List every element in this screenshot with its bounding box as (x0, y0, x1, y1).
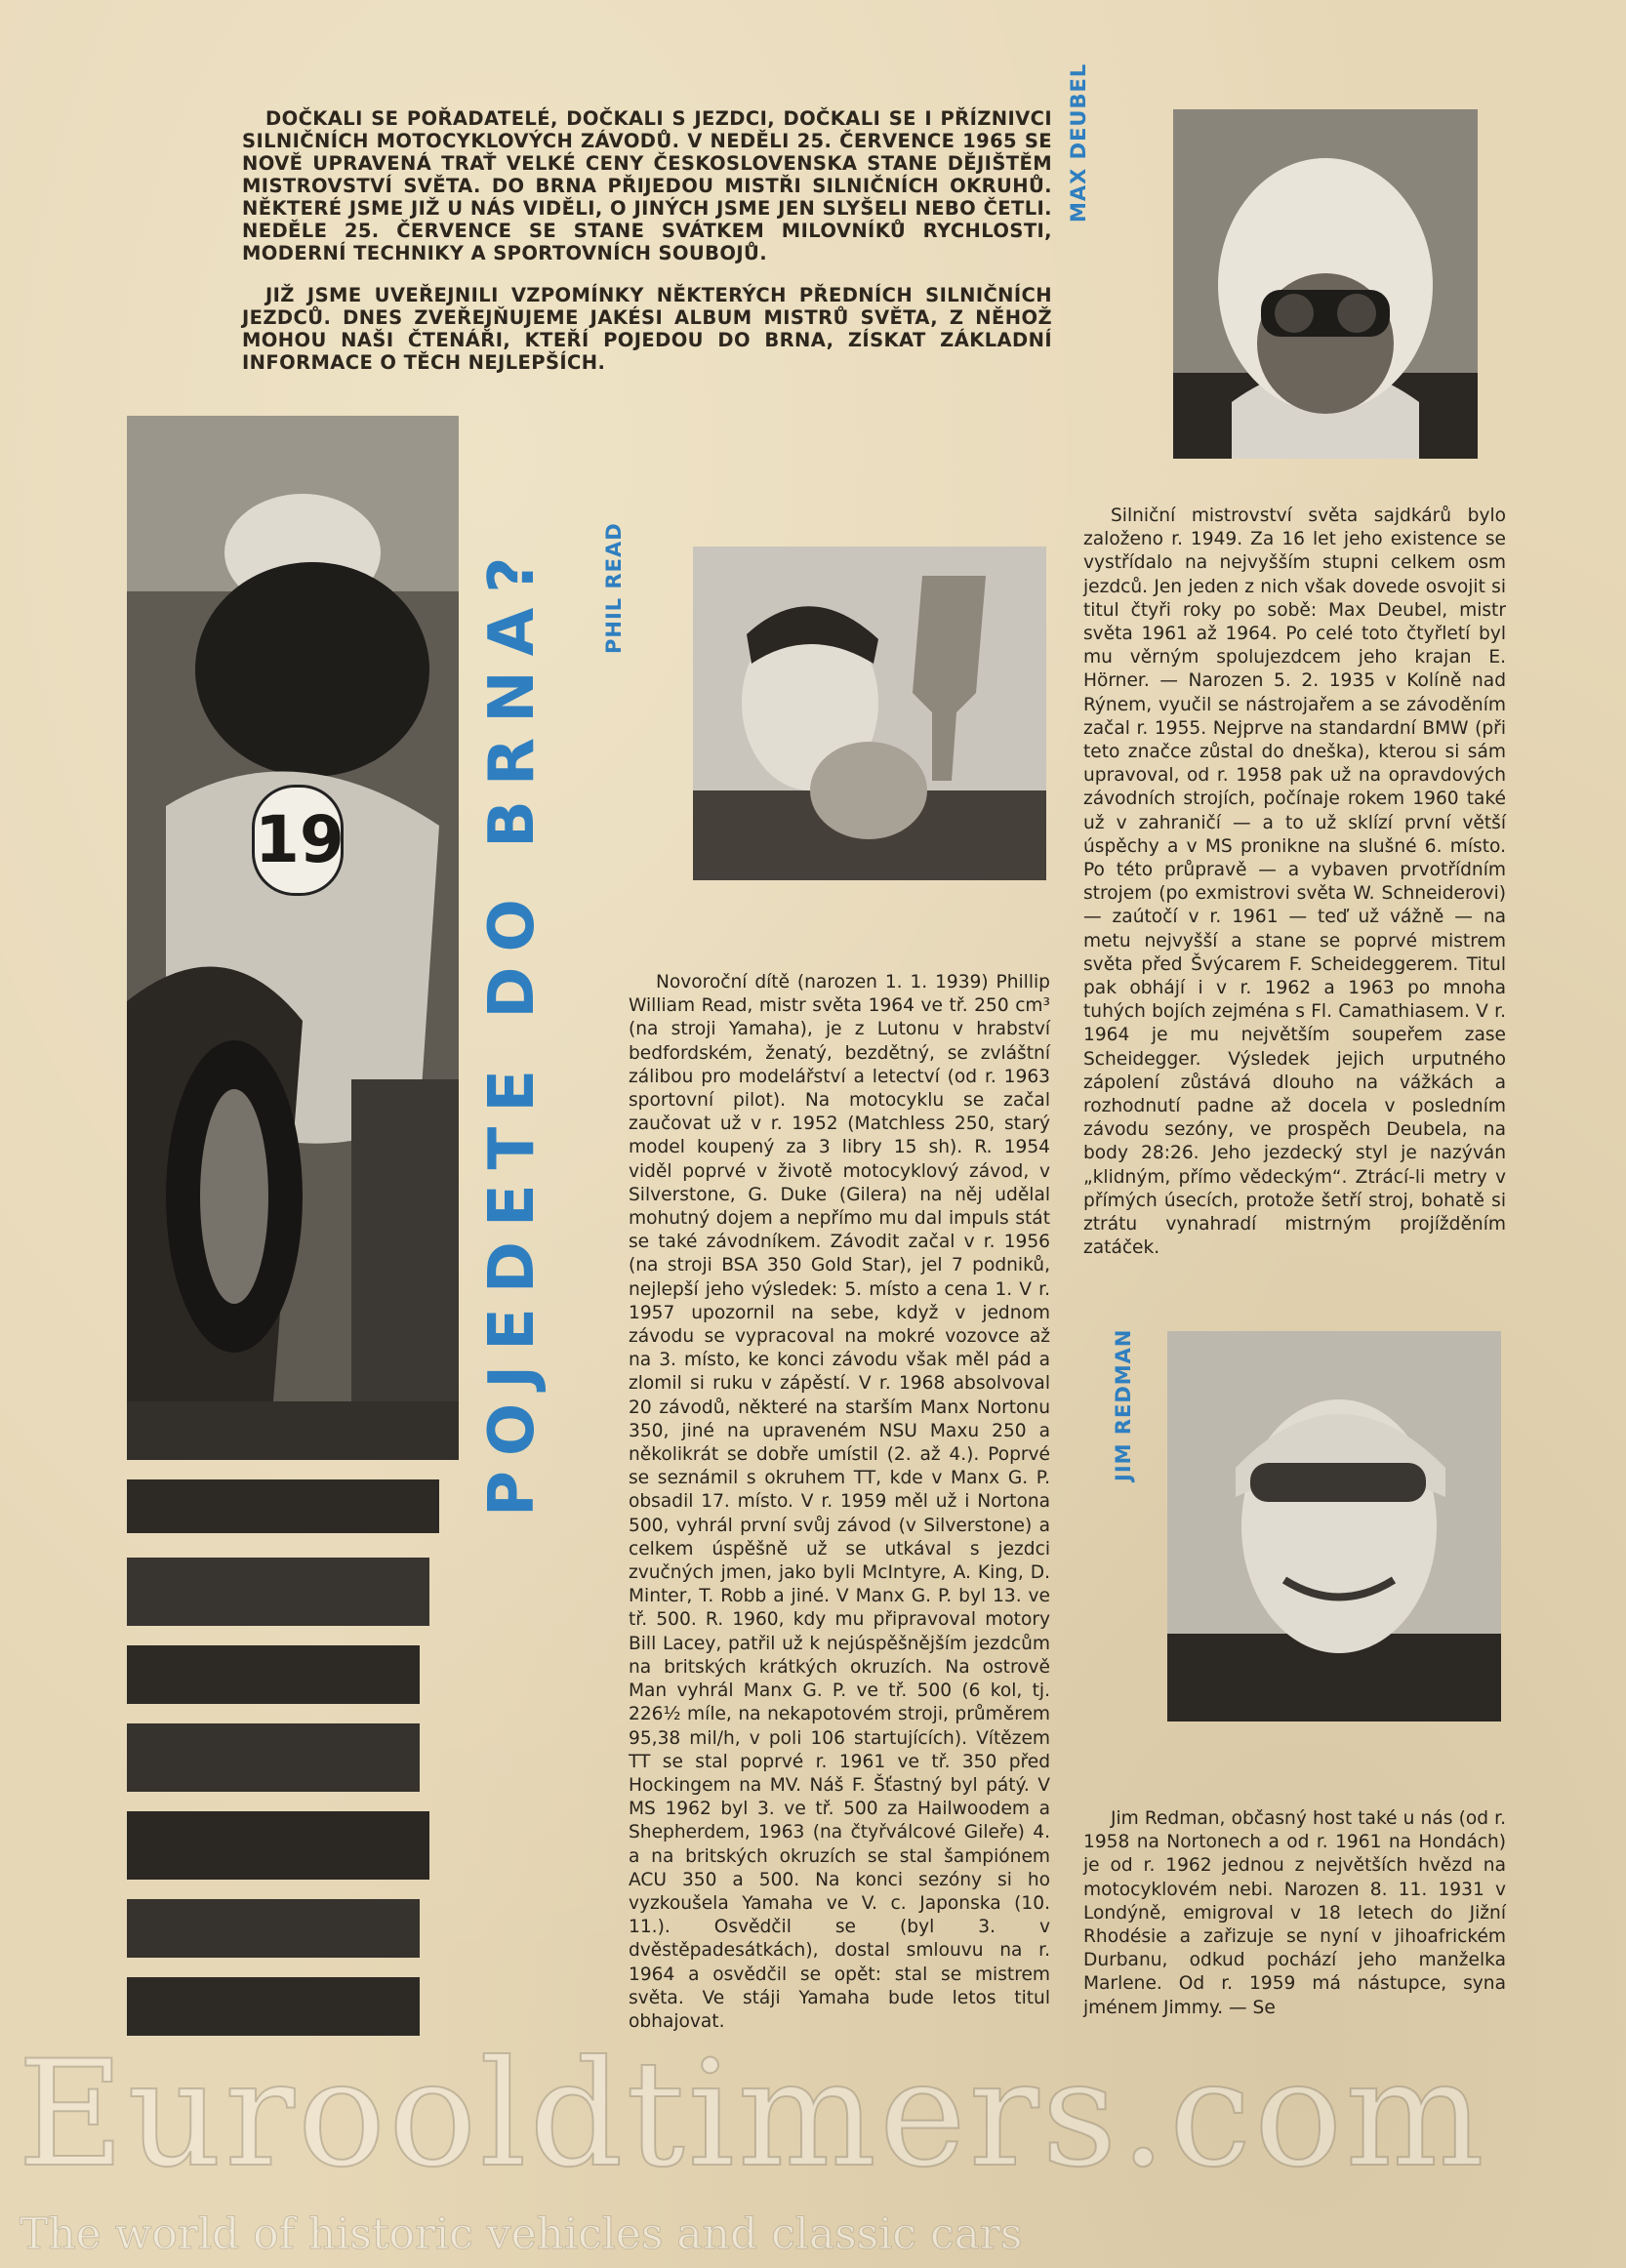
photo-jim-redman (1167, 1331, 1501, 1721)
race-number-plate: 19 (252, 785, 344, 896)
article-max-deubel-text: Silniční mistrovství světa sajdkárů bylo založeno r. 1949. Za 16 let jeho existence se vystřídalo na nejvyšším stupni celkem osm jezdců. Jen jeden z nich však dovede osvojit si titul čtyři roky po sobě: Max Deubel, mistr světa 1961 až 1964. Po celé toto čtyřletí byl mu věrným spolujezdcem jeho krajan E. Hörner. — Narozen 5. 2. 1935 v Kolíně nad Rýnem, vyučil se nástrojařem a se závoděním začal r. 1955. Nejprve na standardní BMW (při teto značce zůstal do dneška), kterou si sám upravoval, od r. 1958 pak už na opravdových závodních strojích, počínaje rokem 1960 také už v zahraničí — a to už sklízí první větší úspěchy a v MS proniknе na slušné 6. místo. Po této průpravě — a vybaven prvotřídním strojem (po exmistrovi světa W. Schneiderovi) — zaútočí v r. 1961 — teď už vážně — na metu nejvyšší a stane se poprvé mistrem světa před Švýcarem F. Scheideggerem. Titul pak obhájí i v r. 1962 a 1963 po mnoha tuhých bojích zejména s Fl. Camathiasem. V r. 1964 je mu největším soupeřem zase Scheidegger. Výsledek jejich urputného zápolení zůstává dlouho na vážkách a rozhodnutí padne až docela v posledním závodu sezóny, ve prospěch Deubela, na body 28:26. Jeho jezdecký styl je nazýván „klidným, přímo vědeckým“. Ztrácí-li metry v přímých úsecích, protože šetří stroj, bohatě si ztrátu vynahradí mistrným projížděním zatáček. (1083, 506, 1506, 1259)
name-label-jim-redman: JIM REDMAN (1112, 1328, 1135, 1481)
watermark-title: Eurooldtimers.com (18, 2030, 1487, 2200)
photo-max-deubel (1173, 109, 1478, 459)
article-phil-read (629, 971, 1050, 2034)
article-jim-redman (1083, 1807, 1506, 2020)
article-jim-redman-text: Jim Redman, občasný host také u nás (od r. 1958 na Nortonech a od r. 1961 na Hondách) je od r. 1962 jednou z největších hvězd na motocyklovém nebi. Narozen 8. 11. 1931 v Londýně, emigroval v 18 letech do Jižní Rhodésie a zařizuje se nyní v jihoafrickém Durbanu, odkud pochází jeho manželka Marlene. Od r. 1959 má nástupce, syna jménem Jimmy. — Se (1083, 1808, 1506, 2018)
name-label-phil-read: PHIL READ (602, 522, 626, 654)
intro-text (242, 107, 1052, 393)
intro-paragraph-1: DOČKALI SE POŘADATELÉ, DOČKALI S JEZDCI, DOČKALI SE I PŘÍZNIVCI SILNIČNÍCH MOTOCYKLOVÝCH ZÁVODŮ. V NEDĚLI 25. ČERVENCE 1965 SE NOVĚ UPRAVENÁ TRAŤ VELKÉ CENY ČESKOSLOVENSKA STANE DĚJIŠTĚM MISTROVSTVÍ SVĚTA. DO BRNA PŘIJEDOU MISTŘI SILNIČNÍCH OKRUHŮ. NĚKTERÉ JSME JIŽ U NÁS VIDĚLI, O JINÝCH JSME JEN SLYŠELI NEBO ČETLI. NEDĚLE 25. ČERVENCE SE STANE SVÁTKEM MILOVNÍKŮ RYCHLOSTI, MODERNÍ TECHNIKY A SPORTOVNÍCH SOUBOJŮ. (242, 107, 1052, 264)
watermark-subtitle: The world of historic vehicles and classic cars (20, 2209, 1023, 2259)
article-max-deubel (1083, 505, 1506, 1261)
photo-phil-read (693, 547, 1046, 880)
photo-race-rider (127, 416, 459, 1401)
article-phil-read-text: Novoroční dítě (narozen 1. 1. 1939) Phillip William Read, mistr světa 1964 ve tř. 250 cm³ (na stroji Yamaha), je z Lutonu v hrabství bedfordském, ženatý, bezdětný, se zvláštní zálibou pro modelářství a letectví (od r. 1963 sportovní pilot). Na motocyklu se začal zaučovat už v r. 1952 (Matchless 250, starý model koupený za 3 libry 15 sh). R. 1954 viděl poprvé v životě motocyklový závod, v Silverstone, G. Duke (Gilera) na něj udělal mohutný dojem a nepřímo mu dal impuls stát se také závodníkem. Závodit začal v r. 1956 (na stroji BSA 350 Gold Star), jel 7 podniků, nejlepší jeho výsledek: 5. místo a cena 1. V r. 1957 upozornil na sebe, když v jednom závodu se vypracoval na mokré vozovce až na 3. místo, ke konci závodu však měl pád a zlomil si ruku v zápěstí. V r. 1968 absolvoval 20 závodů, některé na starším Manx Nortonu 350, jiné na upraveném NSU Maxu 250 a několikrát se dobře umístil (2. až 4.). Poprvé se seznámil s okruhem TT, kde v Manx G. P. obsadil 17. místo. V r. 1959 měl už i Nortona 500, vyhrál první svůj závod (v Silverstone) a celkem úspěšně už se utkával s jezdci zvučných jmen, jako byli McIntyre, A. King, D. Minter, T. Robb a jiné. V Manx G. P. byl 13. ve tř. 500. R. 1960, kdy mu připravoval motory Bill Lacey, patřil už k nejúspěšnějším jezdcům na britských krátkých okruzích. Na ostrově Man vyhrál Manx G. P. ve tř. 500 (6 kol, tj. 226½ míle, na nekapotovém stroji, průměrem 95,38 mil/h, v poli 106 startujících). Vítězem TT se stal poprvé r. 1961 ve tř. 350 před Hockingem na MV. Náš F. Šťastný byl pátý. V MS 1962 byl 3. ve tř. 500 za Hailwoodem a Shepherdem, 1963 (na čtyřválcové Gileře) 4. a na britských okruzích se stal šampiónem ACU 350 a 500. Na konci sezóny si ho vyzkoušela Yamaha ve V. c. Japonska (10. 11.). Osvědčil se (byl 3. v dvěstěpadesátkách), dostal smlouvu na r. 1964 a osvědčil se opět: stal se mistrem světa. Ve stáji Yamaha bude letos titul obhajovat. (629, 972, 1050, 2032)
headline: POJEDETE DO BRNA? (476, 542, 549, 1518)
intro-paragraph-2: JIŽ JSME UVEŘEJNILI VZPOMÍNKY NĚKTERÝCH PŘEDNÍCH SILNIČNÍCH JEZDCŮ. DNES ZVEŘEJŇUJEME JAKÉSI ALBUM MISTRŮ SVĚTA, Z NĚHOŽ MOHOU NAŠI ČTENÁŘI, KTEŘÍ POJEDOU DO BRNA, ZÍSKAT ZÁKLADNÍ INFORMACE O TĚCH NEJLEPŠÍCH. (242, 284, 1052, 374)
name-label-max-deubel: MAX DEUBEL (1067, 62, 1090, 223)
